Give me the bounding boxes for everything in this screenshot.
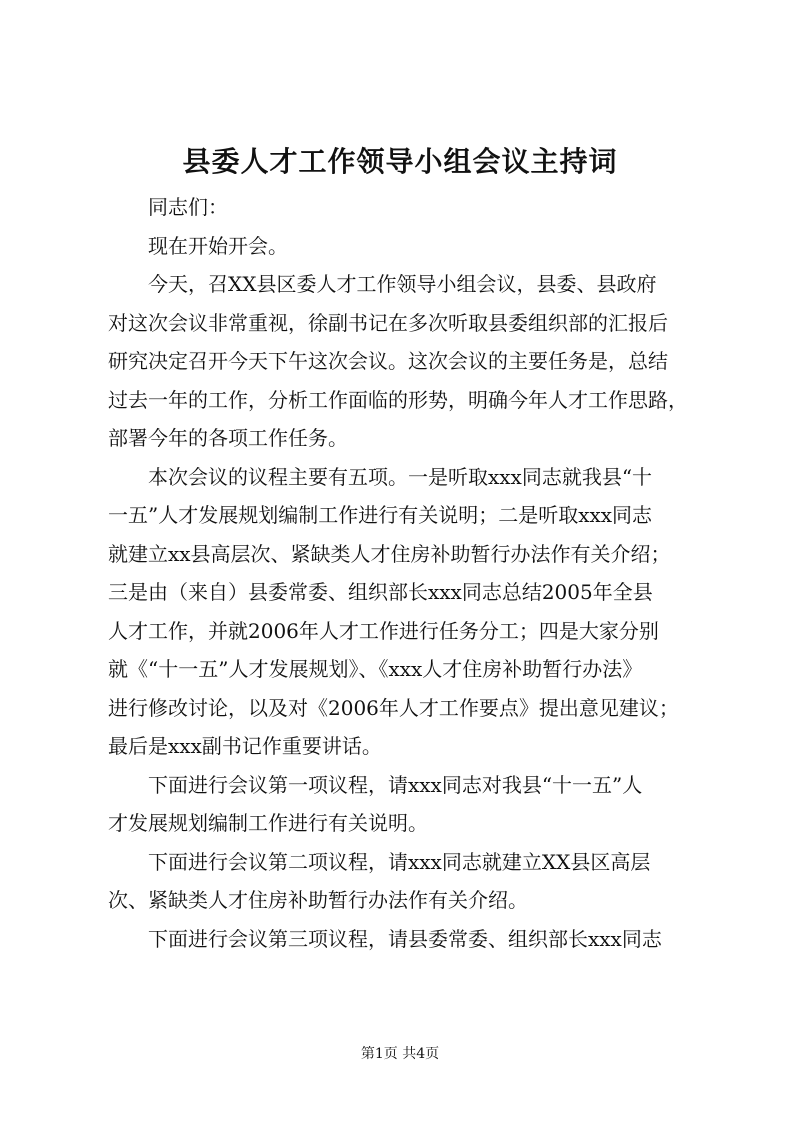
text-line: 下面进行会议第二项议程，请xxx同志就建立XX县区高层 [148, 849, 651, 874]
text-line: 本次会议的议程主要有五项。一是听取xxx同志就我县“十 [148, 464, 653, 489]
paragraph-agenda-item-1 [108, 766, 712, 843]
text-line: 就《“十一五”人才发展规划》、《xxx人才住房补助暂行办法》 [108, 657, 643, 681]
text-line: 部署今年的各项工作任务。 [108, 426, 348, 450]
text-line: 过去一年的工作，分析工作面临的形势，明确今年人才工作思路， [108, 387, 688, 412]
text-line: 今天，召XX县区委人才工作领导小组会议，县委、县政府 [148, 272, 657, 296]
paragraph-agenda-item-3 [108, 920, 712, 959]
paragraph-agenda [108, 458, 712, 766]
text-line: 下面进行会议第三项议程，请县委常委、组织部长xxx同志 [148, 926, 662, 951]
text-line: 对这次会议非常重视，徐副书记在多次听取县委组织部的汇报后 [108, 310, 668, 335]
text-line: 最后是xxx副书记作重要讲话。 [108, 734, 382, 758]
document-title: 县委人才工作领导小组会议主持词 [182, 145, 618, 178]
page-footer: 第1页 共4页 [360, 1046, 440, 1062]
text-line: 人才工作，并就2006年人才工作进行任务分工；四是大家分别 [108, 618, 659, 643]
text-line: 下面进行会议第一项议程，请xxx同志对我县“十一五”人 [148, 772, 643, 797]
paragraph-intro [108, 265, 712, 458]
text-line: 就建立xx县高层次、紧缺类人才住房补助暂行办法作有关介绍； [108, 541, 671, 566]
text-line: 才发展规划编制工作进行有关说明。 [108, 811, 428, 835]
text-line: 同志们： [148, 195, 228, 219]
text-line: 进行修改讨论，以及对《2006年人才工作要点》提出意见建议； [108, 695, 679, 720]
document-body [108, 188, 712, 958]
paragraph-opening [108, 227, 712, 266]
text-line: 次、紧缺类人才住房补助暂行办法作有关介绍。 [108, 888, 528, 912]
text-line: 研究决定召开今天下午这次会议。这次会议的主要任务是，总结 [108, 349, 668, 373]
paragraph-agenda-item-2 [108, 843, 712, 920]
text-line: 现在开始开会。 [148, 233, 288, 258]
text-line: 三是由（来自）县委常委、组织部长xxx同志总结2005年全县 [108, 580, 653, 604]
paragraph-greeting [108, 188, 712, 227]
text-line: 一五”人才发展规划编制工作进行有关说明；二是听取xxx同志 [108, 503, 653, 527]
